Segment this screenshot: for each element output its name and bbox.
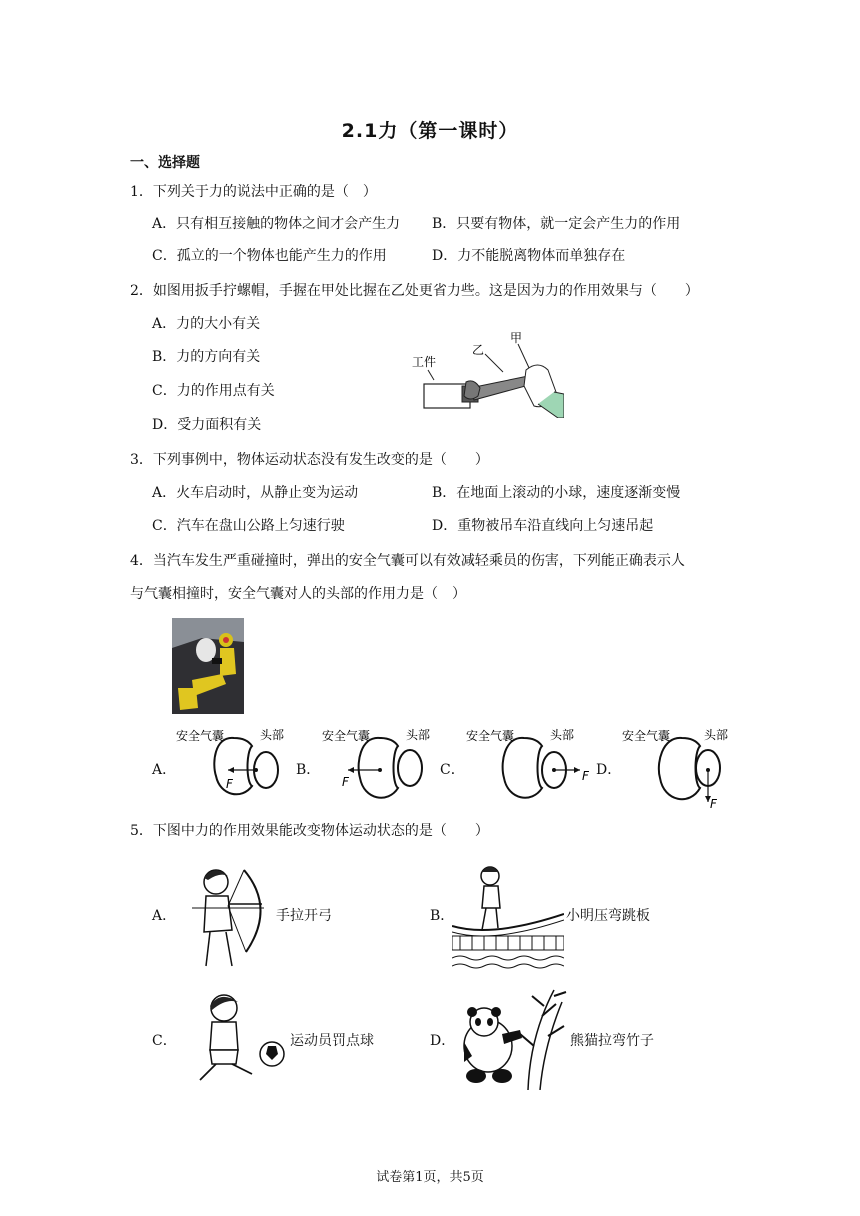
question-1-option-d[interactable]: D．力不能脱离物体而单独存在 xyxy=(432,248,626,264)
question-5-caption-b: 小明压弯跳板 xyxy=(566,908,650,924)
page-footer: 试卷第1页，共5页 xyxy=(376,1170,484,1185)
panda-bamboo-drawing xyxy=(458,986,568,1090)
question-1-option-b[interactable]: B．只要有物体，就一定会产生力的作用 xyxy=(432,216,681,232)
page-title: 2.1力（第一课时） xyxy=(341,120,519,142)
question-5-caption-d: 熊猫拉弯竹子 xyxy=(570,1033,654,1049)
wrench-figure xyxy=(408,330,564,418)
head-label: 头部 xyxy=(260,728,285,742)
question-1-stem: 1．下列关于力的说法中正确的是（ ） xyxy=(130,184,377,200)
question-5-stem: 5．下图中力的作用效果能改变物体运动状态的是（ ） xyxy=(130,823,489,839)
airbag-label: 安全气囊 xyxy=(466,729,515,743)
question-3-option-b[interactable]: B．在地面上滚动的小球，速度逐渐变慢 xyxy=(432,485,681,501)
question-4-option-b[interactable]: B． xyxy=(296,762,321,778)
question-4-stem-line-2: 与气囊相撞时，安全气囊对人的头部的作用力是（ ） xyxy=(130,586,466,602)
airbag-label: 安全气囊 xyxy=(322,729,371,743)
question-3-option-a[interactable]: A．火车启动时，从静止变为运动 xyxy=(152,485,359,501)
question-4-option-d[interactable]: D． xyxy=(596,762,622,778)
archer-drawing xyxy=(184,860,270,972)
head-label: 头部 xyxy=(550,728,575,742)
question-2-option-c[interactable]: C．力的作用点有关 xyxy=(152,383,275,399)
question-3-stem: 3．下列事例中，物体运动状态没有发生改变的是（ ） xyxy=(130,452,489,468)
question-5-option-b[interactable]: B． xyxy=(430,908,455,924)
question-3-option-d[interactable]: D．重物被吊车沿直线向上匀速吊起 xyxy=(432,518,654,534)
airbag-label: 安全气囊 xyxy=(176,729,225,743)
question-1-option-a[interactable]: A．只有相互接触的物体之间才会产生力 xyxy=(152,216,401,232)
question-5-option-a[interactable]: A． xyxy=(152,908,177,924)
force-label: F xyxy=(226,777,233,791)
question-5-option-c[interactable]: C． xyxy=(152,1033,177,1049)
force-label: F xyxy=(582,769,589,783)
yi-label: 乙 xyxy=(472,343,485,357)
question-2-stem: 2．如图用扳手拧螺帽，手握在甲处比握在乙处更省力些。这是因为力的作用效果与（ ） xyxy=(130,283,699,299)
question-4-stem-line-1: 4．当汽车发生严重碰撞时，弹出的安全气囊可以有效减轻乘员的伤害，下列能正确表示人 xyxy=(130,553,685,569)
crash-test-photo xyxy=(172,618,244,714)
section-heading: 一、选择题 xyxy=(130,155,200,171)
penalty-kick-drawing xyxy=(186,988,290,1088)
question-4-option-a[interactable]: A． xyxy=(152,762,177,778)
head-label: 头部 xyxy=(406,728,431,742)
jia-label: 甲 xyxy=(510,331,523,345)
head-label: 头部 xyxy=(704,728,729,742)
question-3-option-c[interactable]: C．汽车在盘山公路上匀速行驶 xyxy=(152,518,345,534)
airbag-diagram-c xyxy=(462,724,594,806)
question-2-option-d[interactable]: D．受力面积有关 xyxy=(152,417,262,433)
question-2-option-a[interactable]: A．力的大小有关 xyxy=(152,316,261,332)
force-label: F xyxy=(710,797,717,811)
question-5-caption-a: 手拉开弓 xyxy=(276,908,332,924)
question-5-option-d[interactable]: D． xyxy=(430,1033,456,1049)
force-label: F xyxy=(342,775,349,789)
diving-board-drawing xyxy=(452,862,564,970)
question-1-option-c[interactable]: C．孤立的一个物体也能产生力的作用 xyxy=(152,248,387,264)
workpiece-label: 工件 xyxy=(412,355,437,369)
airbag-diagram-d xyxy=(620,724,740,812)
question-5-caption-c: 运动员罚点球 xyxy=(290,1033,374,1049)
airbag-diagram-a xyxy=(172,724,294,804)
question-2-option-b[interactable]: B．力的方向有关 xyxy=(152,349,261,365)
question-4-option-c[interactable]: C． xyxy=(440,762,465,778)
airbag-label: 安全气囊 xyxy=(622,729,671,743)
airbag-diagram-b xyxy=(318,724,440,806)
